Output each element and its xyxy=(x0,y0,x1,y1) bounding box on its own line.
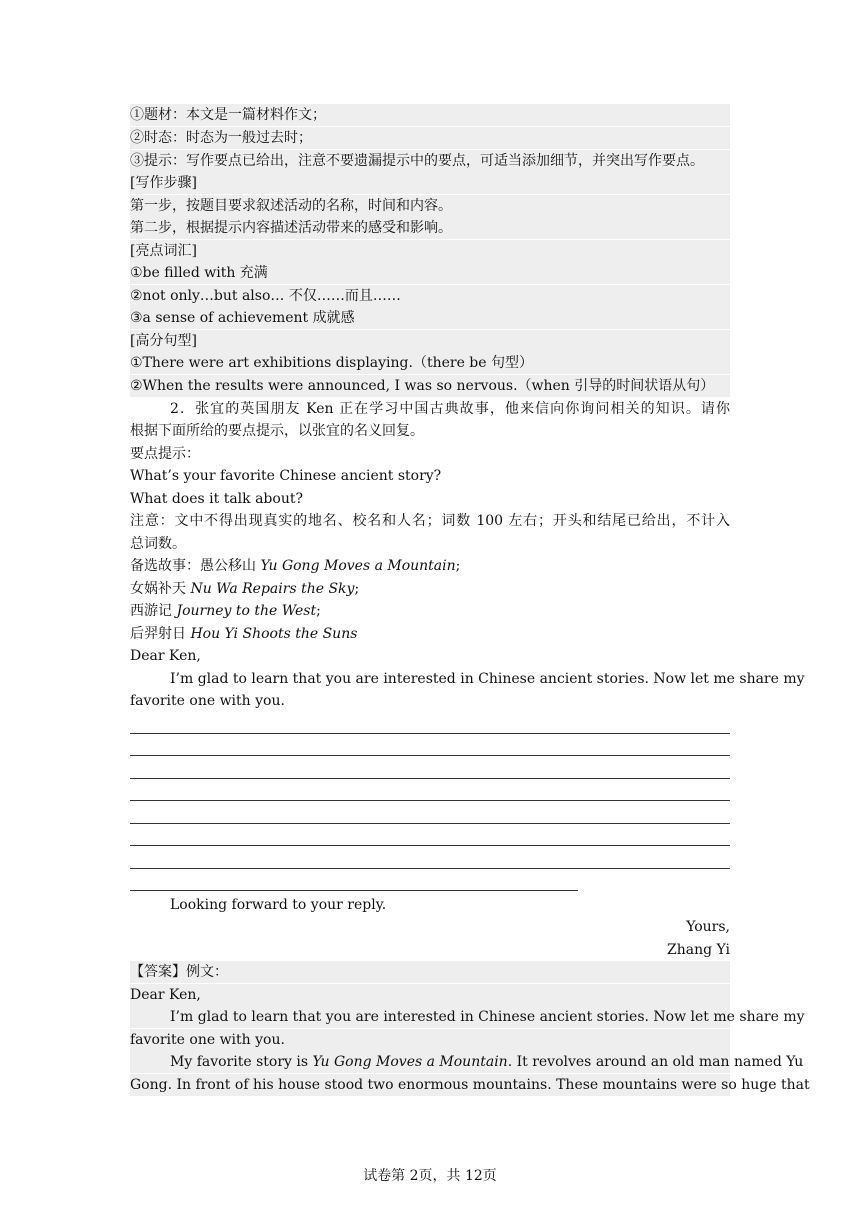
answer-paragraph: I’m glad to learn that you are interested in Chinese ancient stories. Now let me share my xyxy=(130,1006,730,1028)
answer-line[interactable] xyxy=(130,733,730,734)
story-option: 备选故事：愚公移山 Yu Gong Moves a Mountain; xyxy=(130,558,461,574)
page-footer: 试卷第 2页，共 12页 xyxy=(363,1168,497,1184)
vocab-item: ③a sense of achievement 成就感 xyxy=(130,307,730,329)
answer-line[interactable] xyxy=(130,755,730,756)
answer-line[interactable] xyxy=(130,823,730,824)
signature: Zhang Yi xyxy=(667,942,730,958)
story-option: 后羿射日 Hou Yi Shoots the Suns xyxy=(130,626,358,642)
answer-paragraph: My favorite story is Yu Gong Moves a Mountain. It revolves around an old man named Yu xyxy=(130,1051,730,1073)
answer-line[interactable] xyxy=(130,778,730,779)
analysis-line: 第二步，根据提示内容描述活动带来的感受和影响。 xyxy=(130,217,730,239)
analysis-heading: [写作步骤] xyxy=(130,172,730,194)
sentence-pattern: ①There were art exhibitions displaying.（there be 句型） xyxy=(130,352,730,374)
vocab-item: ②not only…but also… 不仅……而且…… xyxy=(130,285,730,307)
answer-line[interactable] xyxy=(130,868,730,869)
sign-off: Yours, xyxy=(686,919,730,935)
answer-line[interactable] xyxy=(130,800,730,801)
tips-heading: 要点提示： xyxy=(130,446,200,462)
analysis-line: 第一步，按题目要求叙述活动的名称，时间和内容。 xyxy=(130,195,730,217)
analysis-line: ③提示：写作要点已给出，注意不要遗漏提示中的要点，可适当添加细节，并突出写作要点。 xyxy=(130,150,730,172)
note-text: 总词数。 xyxy=(130,536,186,552)
answer-greeting: Dear Ken, xyxy=(130,984,730,1006)
analysis-line: ①题材：本文是一篇材料作文； xyxy=(130,104,730,126)
question-intro: 根据下面所给的要点提示，以张宜的名义回复。 xyxy=(130,423,424,439)
analysis-line: ②时态：时态为一般过去时； xyxy=(130,127,730,149)
analysis-heading: [亮点词汇] xyxy=(130,240,730,262)
answer-line[interactable] xyxy=(130,845,730,846)
answer-paragraph: favorite one with you. xyxy=(130,1029,730,1051)
tip-item: What’s your favorite Chinese ancient story? xyxy=(130,468,442,484)
analysis-heading: [高分句型] xyxy=(130,330,730,352)
question-intro: 2．张宜的英国朋友 Ken 正在学习中国古典故事，他来信向你询问相关的知识。请你 xyxy=(170,401,730,417)
sentence-pattern: ②When the results were announced, I was so nervous.（when 引导的时间状语从句） xyxy=(130,375,730,397)
letter-closing: Looking forward to your reply. xyxy=(170,897,387,913)
note-text: 注意：文中不得出现真实的地名、校名和人名；词数 100 左右；开头和结尾已给出，不计入 xyxy=(130,513,730,529)
answer-paragraph: Gong. In front of his house stood two enormous mountains. These mountains were so huge that xyxy=(130,1074,730,1096)
letter-opening: I’m glad to learn that you are interested in Chinese ancient stories. Now let me share my xyxy=(170,671,805,687)
answer-line[interactable] xyxy=(130,890,578,891)
story-option: 西游记 Journey to the West; xyxy=(130,603,321,619)
answer-label: 【答案】例文： xyxy=(130,961,730,983)
letter-opening: favorite one with you. xyxy=(130,693,285,709)
vocab-item: ①be filled with 充满 xyxy=(130,262,730,284)
tip-item: What does it talk about? xyxy=(130,491,303,507)
story-option: 女娲补天 Nu Wa Repairs the Sky; xyxy=(130,581,360,597)
letter-greeting: Dear Ken, xyxy=(130,648,201,664)
